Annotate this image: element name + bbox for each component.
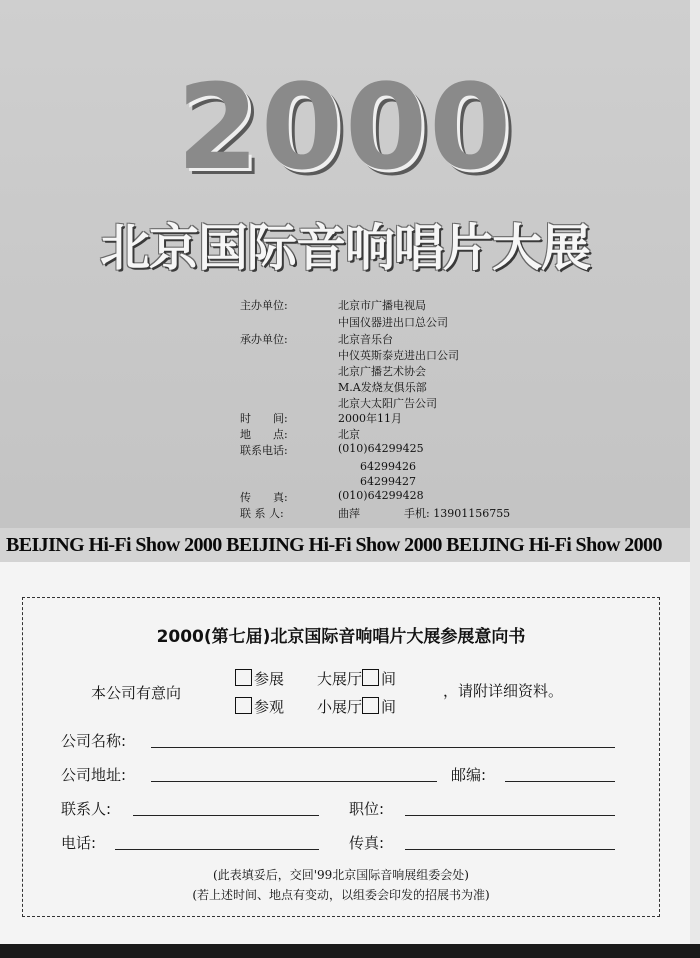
big-hall-count-box[interactable]: [362, 669, 379, 686]
big-hall-option: [317, 668, 396, 689]
position-field[interactable]: [405, 815, 615, 816]
company-name-field[interactable]: [151, 747, 615, 748]
fax-label: 传真:: [349, 834, 385, 852]
company-address-label: 公司地址:: [61, 766, 127, 784]
big-hall-unit: 间: [381, 670, 397, 688]
visit-checkbox[interactable]: [235, 697, 252, 714]
show-banner: [0, 528, 690, 562]
small-hall-count-box[interactable]: [362, 697, 379, 714]
exhibit-label: 参展: [254, 670, 285, 688]
form-title: 2000(第七届)北京国际音响唱片大展参展意向书: [156, 627, 526, 647]
return-note: (此表填妥后，交回'99北京国际音响展组委会处): [213, 868, 469, 882]
year-title: 2000: [176, 58, 514, 196]
page-edge: [690, 0, 700, 958]
contact-field[interactable]: [133, 815, 319, 816]
intent-form: [0, 562, 690, 944]
small-hall-unit: 间: [381, 698, 397, 716]
scan-bottom-edge: [0, 944, 700, 958]
small-hall-option: [317, 696, 396, 717]
exhibit-checkbox[interactable]: [235, 669, 252, 686]
company-address-field[interactable]: [151, 781, 437, 782]
phone-field[interactable]: [115, 849, 319, 850]
visit-option[interactable]: [235, 696, 284, 717]
poster-top: 2000 北京国际音响唱片大展 主办单位: 北京市广播电视局 中国仪器进出口总公司 承办单位: 北京音乐台 中仪英斯泰克进出口公司 北京广播艺术协会 M.A发烧友俱乐部 北京大太阳广告公司 时 间: 2000年11月 地 点: 北京 联系电话: (010)64299425 64299426 64299427 传 真: (010)64299428 联 系 人: 曲萍 手机: 13901156755: [0, 0, 690, 560]
small-hall-label: 小展厅: [317, 698, 363, 716]
change-note: (若上述时间、地点有变动，以组委会印发的招展书为准): [192, 888, 490, 902]
attach-note: ，请附详细资料。: [443, 682, 564, 700]
contact-label: 联系人:: [61, 800, 112, 818]
banner-text: BEIJING Hi-Fi Show 2000 BEIJING Hi-Fi Show 2000 BEIJING Hi-Fi Show 2000: [6, 534, 662, 556]
intent-label: 本公司有意向: [91, 684, 182, 702]
exhibit-option[interactable]: [235, 668, 284, 689]
position-label: 职位:: [349, 800, 385, 818]
visit-label: 参观: [254, 698, 285, 716]
fax-field[interactable]: [405, 849, 615, 850]
big-hall-label: 大展厅: [317, 670, 363, 688]
postcode-field[interactable]: [505, 781, 615, 782]
phone-label: 电话:: [61, 834, 97, 852]
company-name-label: 公司名称:: [61, 732, 127, 750]
form-dashed-border: [22, 597, 660, 917]
headline-title: 北京国际音响唱片大展: [100, 219, 590, 277]
postcode-label: 邮编:: [451, 766, 487, 784]
